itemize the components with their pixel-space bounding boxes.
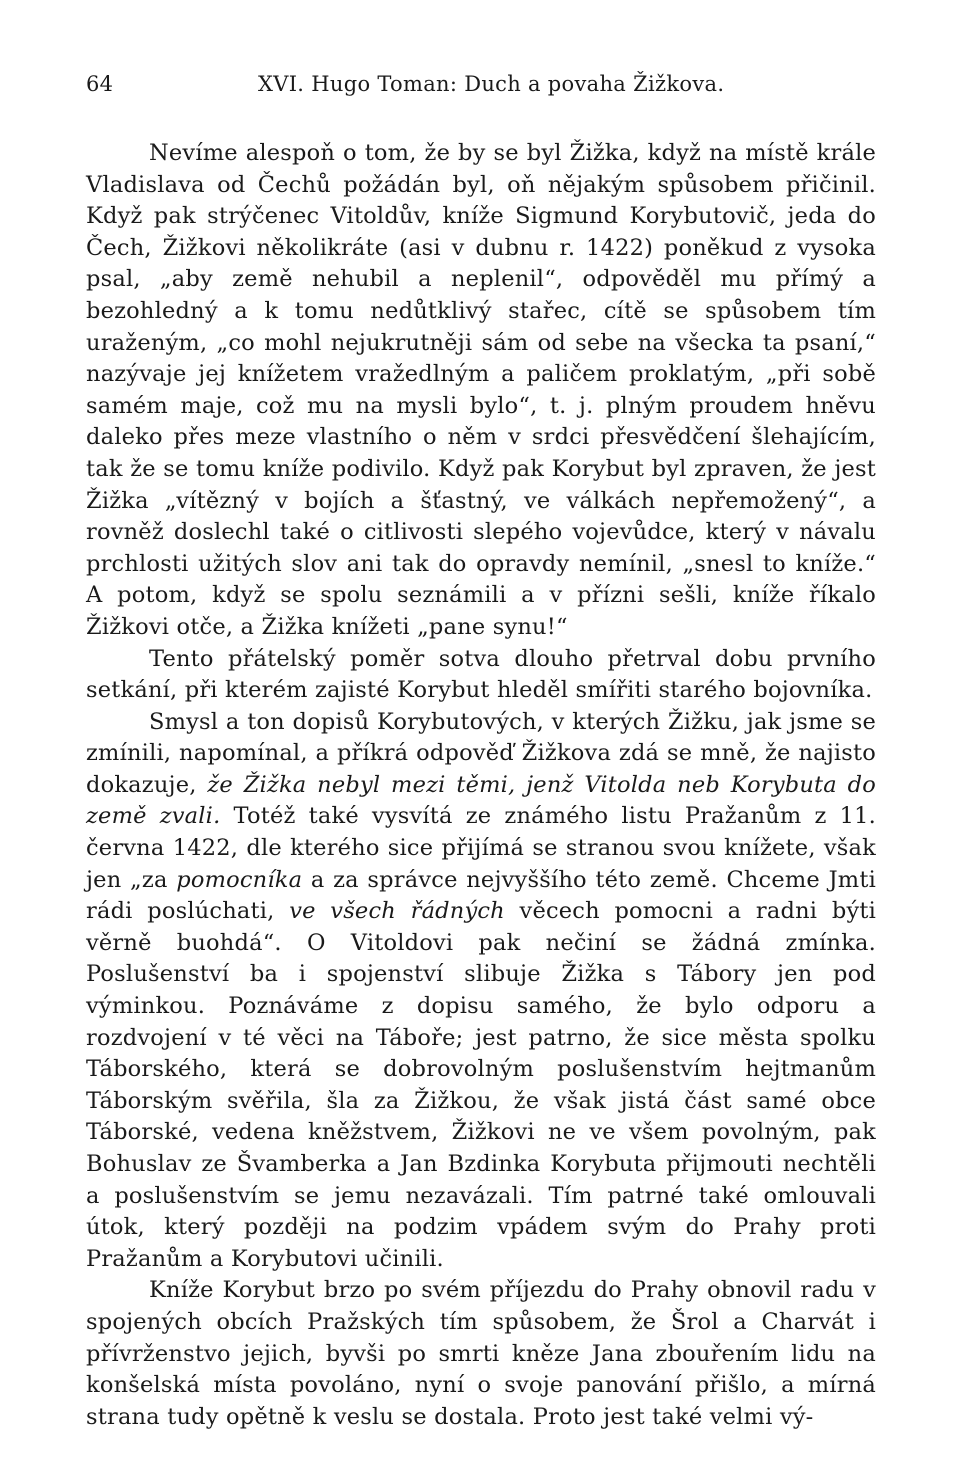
paragraph	[86, 707, 876, 1276]
italic-text: pomocníka	[176, 866, 303, 893]
text-segment: Nevíme alespoň o tom, že by se byl Žižka, když na místě krále Vladislava od Čechů požádán byl, oň nějakým spůsobem přičinil. Když pak strýčenec Vitoldův, kníže Sigmund Korybutovič, jeda do Čech, Žižkovi několikráte (asi v dubnu r. 1422) poněkud z vysoka psal, „aby země nehubil a neplenil“, odpověděl mu přímý a bezohledný a k tomu nedůtklivý stařec, cítě se spůsobem tím uraženým, „co mohl nejukrutněji sám od sebe na všecka ta psaní,“ nazývaje jej knížetem vražedlným a paličem proklatým, „při sobě samém maje, což mu na mysli bylo“, t. j. plným proudem hněvu daleko přes meze vlastního o něm v srdci přesvědčení šlehajícím, tak že se tomu kníže podivilo. Když pak Korybut byl zpraven, že jest Žižka „vítězný v bojích a šťastný, ve válkách nepřemožený“, a rovněž doslechl také o citlivosti slepého vojevůdce, který v návalu prchlosti užitých slov ani tak do opravdy nemínil, „snesl to kníže.“ A potom, když se spolu seznámili a v přízni sešli, kníže říkalo Žižkovi otče, a Žižka knížeti „pane synu!“	[86, 140, 876, 640]
text-segment: věcech pomocni a radni býti věrně buohdá“. O Vitoldovi pak nečiní se žádná zmínka. Poslušenství ba i spojenství slibuje Žižka s Tábory jen pod výminkou. Poznáváme z dopisu samého, že bylo odporu a rozdvojení v té věci na Táboře; jest patrno, že sice města spolku Táborského, která se dobrovolným poslušenstvím hejtmanům Táborským svěřila, šla za Žižkou, že však jistá část samé obce Táborské, vedena kněžstvem, Žižkovi ne ve všem povolným, pak Bohuslav ze Švamberka a Jan Bzdinka Korybuta přijmouti nechtěli a poslušenstvím se jemu nezavázali. Tím patrné také omlouvali útok, který později na podzim vpádem svým do Prahy proti Pražanům a Korybutovi učinili.	[86, 898, 876, 1272]
running-head: XVI. Hugo Toman: Duch a povaha Žižkova.	[258, 72, 725, 96]
body-text	[86, 138, 876, 1433]
paragraph	[86, 138, 876, 644]
text-segment: Kníže Korybut brzo po svém příjezdu do Prahy obnovil radu v spojených obcích Pražských tím spůsobem, že Šrol a Charvát i přívrženstvo jejich, byvši po smrti kněze Jana zbouřením lidu na konšelská místa povoláno, nyní o svoje panování přišlo, a mírná strana tudy opětně k veslu se dostala. Proto jest také velmi vý-	[86, 1277, 876, 1430]
paragraph	[86, 1275, 876, 1433]
text-segment: a za správce nejvyššího této země. Chceme Jmti rádi poslúchati,	[86, 866, 876, 925]
paragraph	[86, 644, 876, 707]
page-number: 64	[86, 72, 114, 96]
page-header	[86, 72, 876, 106]
text-segment: Tento přátelský poměr sotva dlouho přetrval dobu prvního setkání, při kterém zajisté Korybut hleděl smířiti starého bojovníka.	[86, 645, 876, 704]
italic-text: ve všech řádných	[289, 898, 505, 925]
text-segment: Totéž také vysvítá ze známého listu Pražanům z 11. června 1422, dle kterého sice přijímá se stranou svou knížete, však jen „za	[86, 803, 876, 893]
italic-text: že Žižka nebyl mezi těmi, jenž Vitolda neb Korybuta do země zvali.	[86, 771, 876, 830]
text-segment: Smysl a ton dopisů Korybutových, v kterých Žižku, jak jsme se zmínili, napomínal, a příkrá odpověď Žižkova zdá se mně, že najisto dokazuje,	[86, 708, 876, 798]
